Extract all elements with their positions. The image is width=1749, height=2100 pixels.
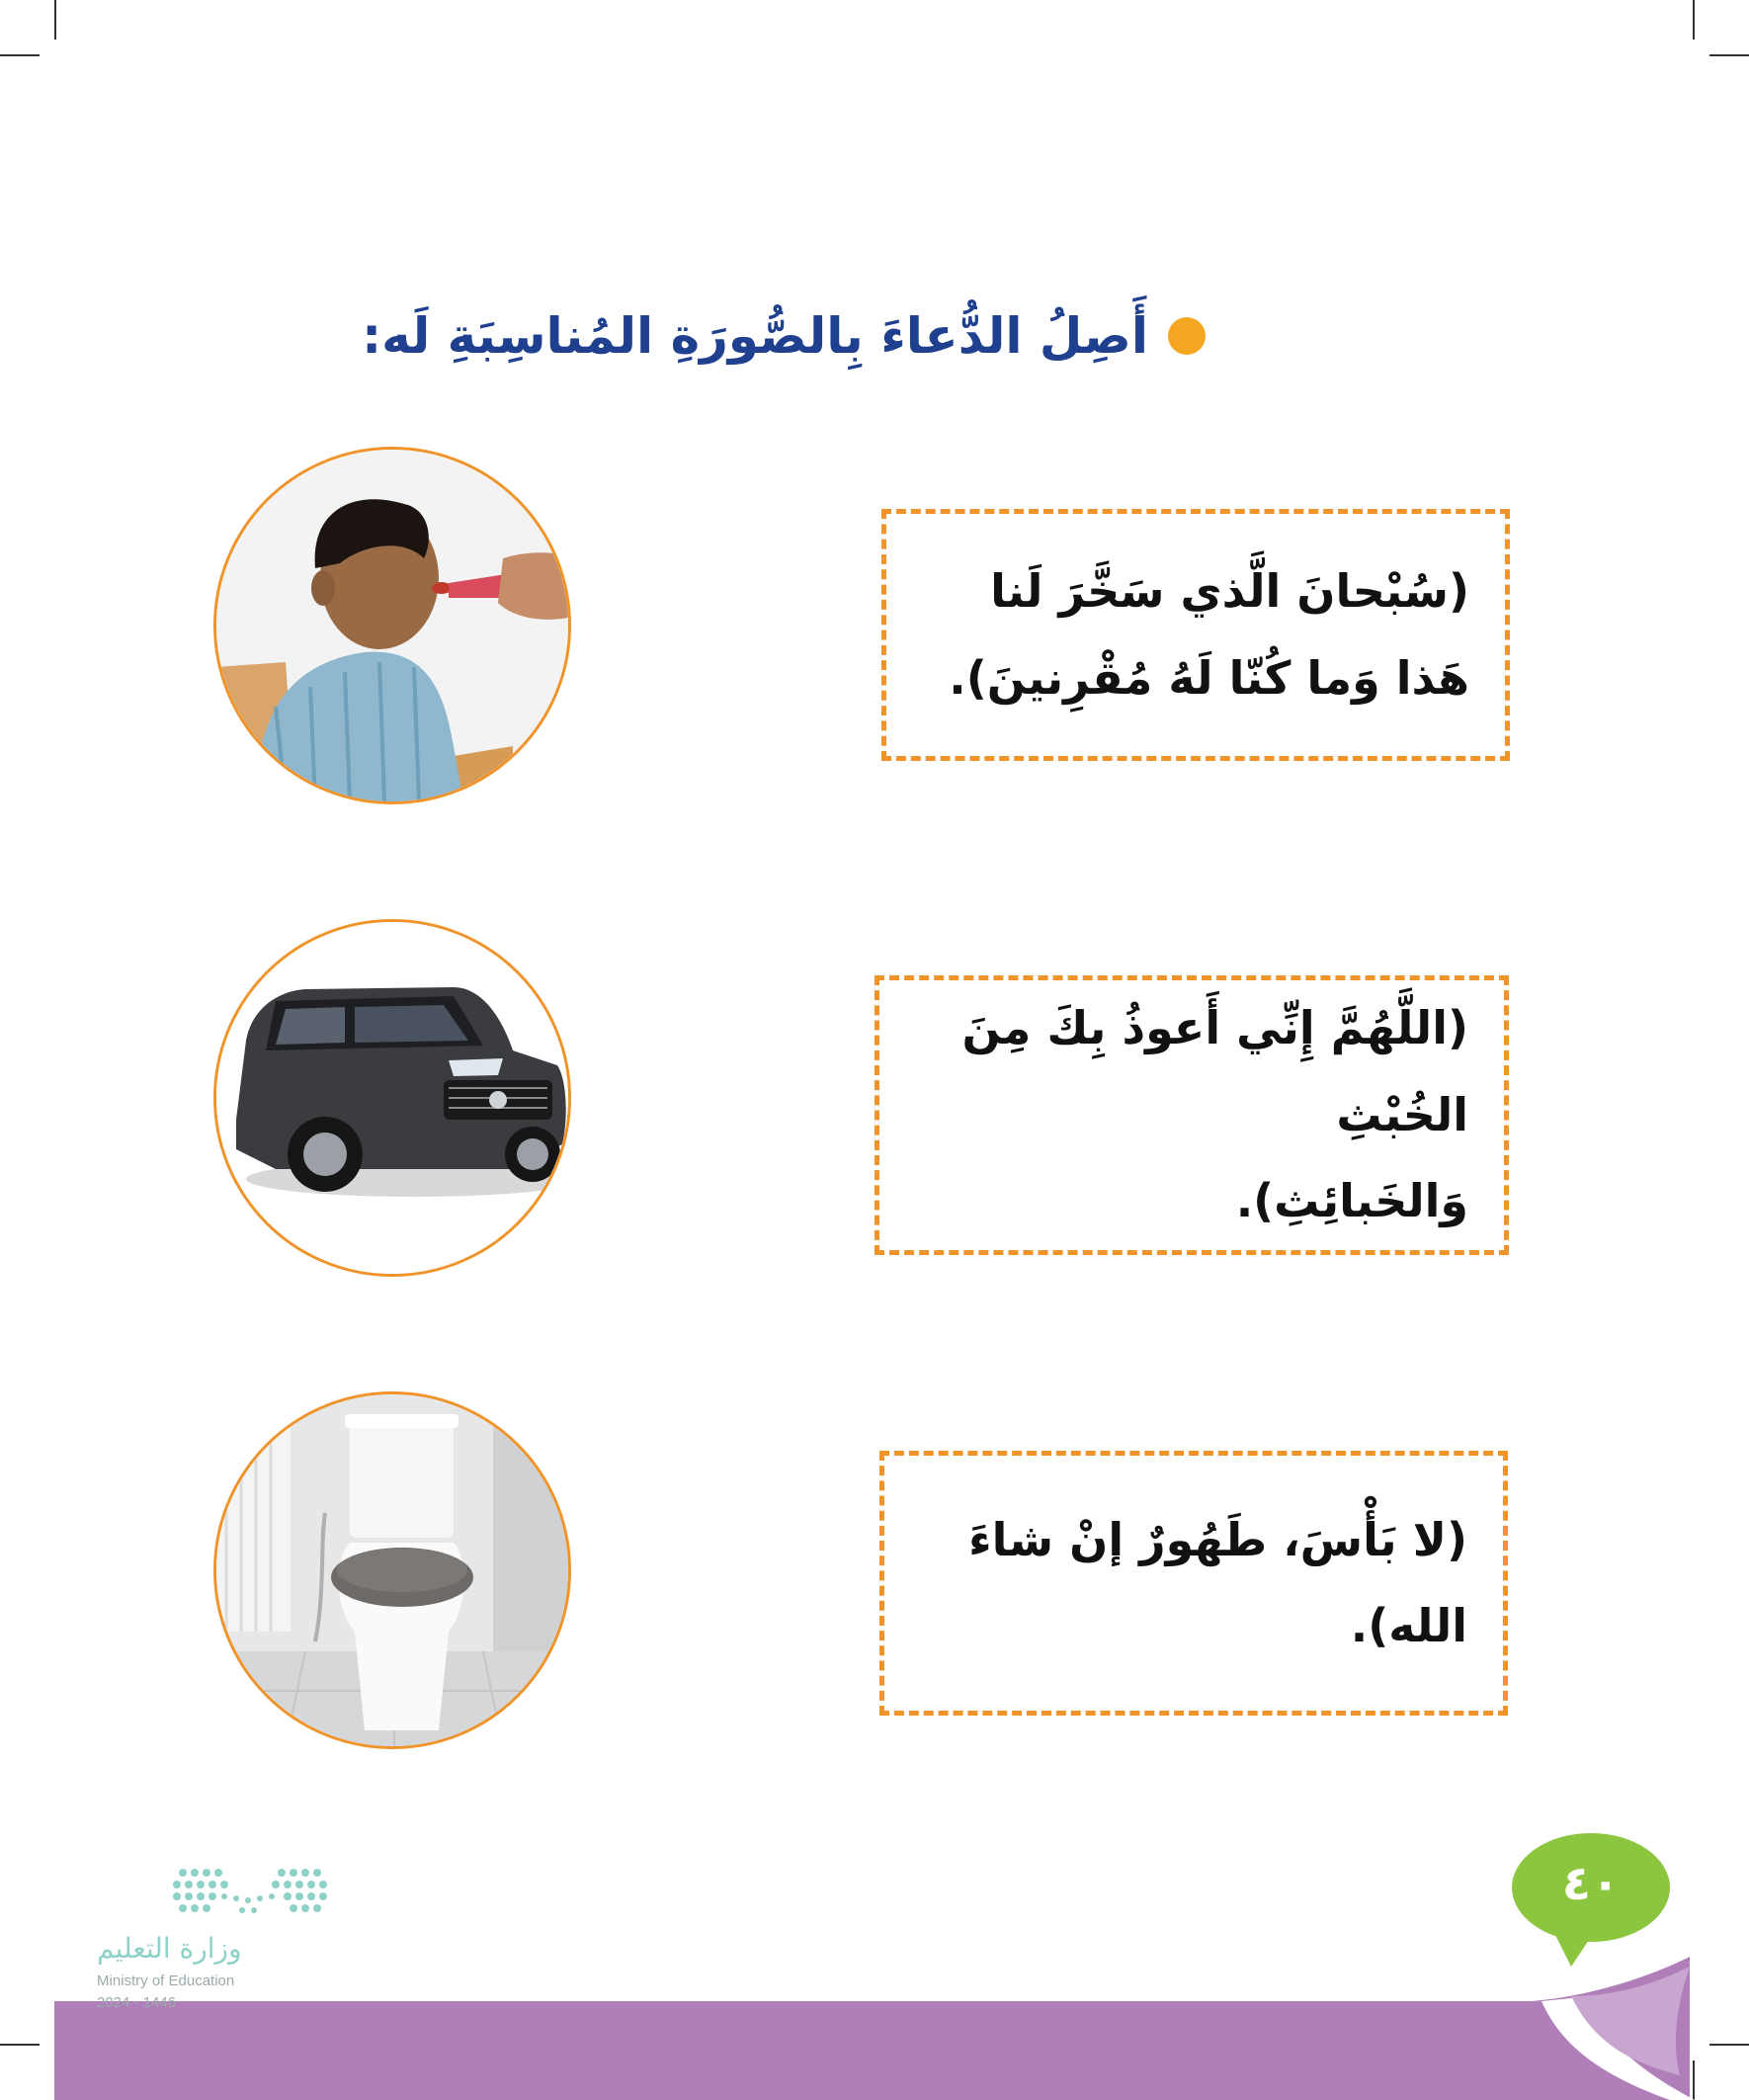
crop-mark <box>1693 0 1695 40</box>
crop-mark <box>54 0 56 40</box>
crop-mark <box>1709 54 1749 56</box>
ministry-name-english: Ministry of Education <box>97 1973 235 1989</box>
image-car[interactable] <box>213 919 571 1277</box>
car-picture <box>216 922 568 1274</box>
page-number: ٤٠ <box>1561 1856 1621 1911</box>
toilet-picture <box>216 1394 568 1746</box>
ministry-year: 2024 - 1446 <box>97 1994 177 2011</box>
dua-line: (سُبْحانَ الَّذي سَخَّرَ لَنا <box>990 564 1469 619</box>
ministry-name-arabic: وزارة التعليم <box>97 1932 242 1965</box>
dua-box-travel[interactable] <box>881 509 1510 761</box>
orange-bullet-icon <box>1168 317 1206 355</box>
dua-line: وَالخَبائِثِ). <box>1235 1174 1468 1228</box>
crop-mark <box>0 54 40 56</box>
instruction-text: أَصِلُ الدُّعاءَ بِالصُّورَةِ المُناسِبَةِ لَه: <box>362 307 1148 365</box>
dua-line: (اللَّهُمَّ إِنِّي أَعوذُ بِكَ مِنَ الخُبْثِ <box>961 1001 1468 1141</box>
instruction-heading <box>362 287 1206 385</box>
dua-text <box>915 985 1468 1244</box>
dua-text <box>949 548 1469 721</box>
image-toilet[interactable] <box>213 1391 571 1749</box>
image-child-medicine[interactable] <box>213 447 571 804</box>
dua-text <box>920 1497 1467 1670</box>
child-medicine-picture <box>216 450 568 801</box>
dua-line: هَذا وَما كُنّا لَهُ مُقْرِنينَ). <box>949 650 1469 705</box>
dua-line: (لا بَأْسَ، طَهُورٌ إنْ شاءَ الله). <box>968 1512 1467 1652</box>
dua-box-toilet[interactable] <box>874 975 1509 1255</box>
dua-box-sick[interactable] <box>879 1451 1508 1716</box>
